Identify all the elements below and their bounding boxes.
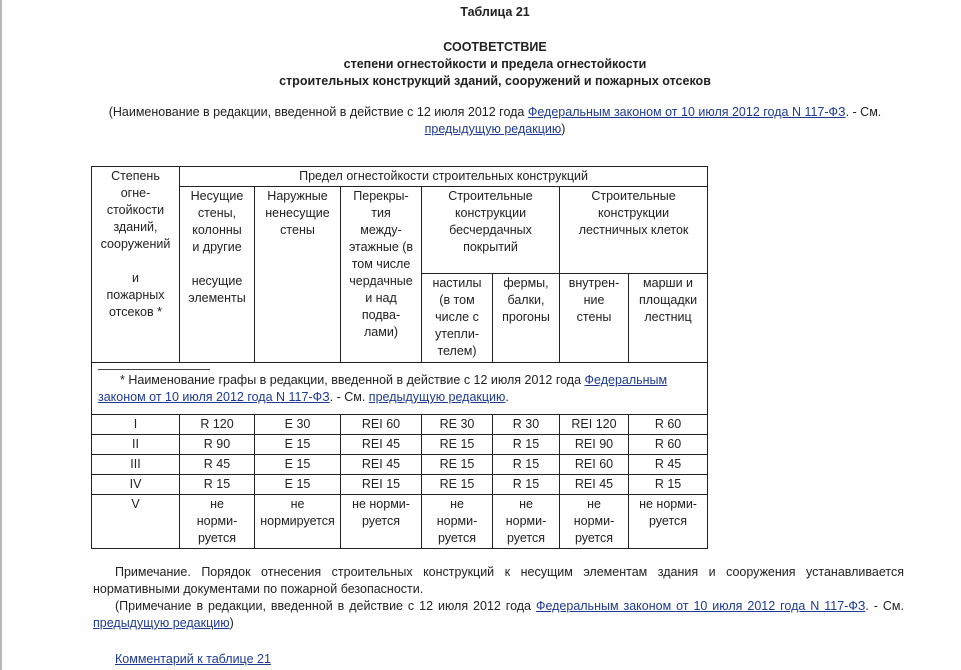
column-footnote (92, 363, 708, 415)
value-cell: R 15 (629, 475, 708, 495)
table-number: Таблица 21 (460, 5, 530, 19)
value-cell: REI 60 (560, 455, 629, 475)
header-floors: Перекры- тия между- этажные (в том числе чердачные и над подва- лами) (341, 187, 422, 363)
header-fire-resistance-limit: Предел огнестойкости строительных конструкций (180, 167, 708, 187)
left-border (0, 0, 2, 670)
value-cell: RE 15 (422, 435, 493, 455)
note-previous-edition-link[interactable]: предыдущую редакцию (93, 616, 230, 630)
degree-cell: IV (92, 475, 180, 495)
header-outer-walls: Наружные ненесущие стены (255, 187, 341, 363)
value-cell: E 15 (255, 455, 341, 475)
note-edition-prefix: (Примечание в редакции, введенной в действие с 12 июля 2012 года (115, 599, 536, 613)
note-edition (93, 598, 904, 632)
note-edition-middle: . - См. (865, 599, 904, 613)
value-cell: не норми- руется (629, 495, 708, 549)
value-cell: R 45 (180, 455, 255, 475)
note-block (93, 564, 904, 632)
value-cell: не нормируется (255, 495, 341, 549)
value-cell: R 15 (180, 475, 255, 495)
value-cell: R 45 (629, 455, 708, 475)
value-cell: RE 30 (422, 415, 493, 435)
value-cell: R 15 (493, 455, 560, 475)
value-cell: REI 120 (560, 415, 629, 435)
value-cell: REI 45 (560, 475, 629, 495)
value-cell: не норми- руется (180, 495, 255, 549)
footnote-previous-edition-link[interactable]: предыдущую редакцию (368, 390, 506, 404)
degree-cell: II (92, 435, 180, 455)
previous-edition-link[interactable]: предыдущую редакцию (424, 122, 562, 136)
footnote-row (92, 363, 708, 415)
value-cell: RE 15 (422, 455, 493, 475)
value-cell: RE 15 (422, 475, 493, 495)
header-stair-structures: Строительные конструкции лестничных клеток (560, 187, 708, 274)
header-row-2 (92, 187, 708, 274)
value-cell: R 15 (493, 435, 560, 455)
edition-middle: . - См. (845, 105, 882, 119)
degree-cell: III (92, 455, 180, 475)
note-text: Примечание. Порядок отнесения строительных конструкций к несущим элементам здания и сооружения устанавливается нормативными документами по пожарной безопасности. (93, 565, 904, 596)
header-stairs: марши и площадки лестниц (629, 274, 708, 363)
title-line-1: СООТВЕТСТВИЕ (443, 40, 547, 54)
header-inner-walls: внутрен- ние стены (560, 274, 629, 363)
header-row-1 (92, 167, 708, 187)
edition-prefix: (Наименование в редакции, введенной в действие с 12 июля 2012 года (108, 105, 528, 119)
value-cell: R 90 (180, 435, 255, 455)
value-cell: не норми- руется (560, 495, 629, 549)
law-117-fz-link[interactable]: Федеральным законом от 10 июля 2012 года N 117-ФЗ (527, 105, 846, 119)
value-cell: R 120 (180, 415, 255, 435)
title-edition-note (60, 104, 930, 138)
title-line-2: степени огнестойкости и предела огнестойкости (343, 57, 647, 71)
comment-table-21-link[interactable]: Комментарий к таблице 21 (115, 652, 271, 666)
value-cell: REI 45 (341, 435, 422, 455)
header-load-bearing: Несущие стены, колонны и другие несущие элементы (180, 187, 255, 363)
note-law-link[interactable]: Федеральным законом от 10 июля 2012 года N 117-ФЗ (535, 599, 866, 613)
title-line-3: строительных конструкций зданий, сооружений и пожарных отсеков (279, 74, 711, 88)
footnote-suffix: . (505, 390, 509, 404)
value-cell: R 30 (493, 415, 560, 435)
footnote-middle: . - См. (329, 390, 369, 404)
footnote-prefix: * Наименование графы в редакции, введенной в действие с 12 июля 2012 года (120, 373, 585, 387)
value-cell: R 60 (629, 435, 708, 455)
header-degree: Степень огне- стойкости зданий, сооружений и пожарных отсеков * (92, 167, 180, 363)
fire-resistance-table (91, 166, 708, 549)
value-cell: E 30 (255, 415, 341, 435)
header-decks: настилы (в том числе с утепли- телем) (422, 274, 493, 363)
table-row (92, 455, 708, 475)
edition-suffix: ) (561, 122, 566, 136)
value-cell: не норми- руется (493, 495, 560, 549)
header-trusses: фермы, балки, прогоны (493, 274, 560, 363)
table-row (92, 475, 708, 495)
value-cell: REI 45 (341, 455, 422, 475)
value-cell: R 60 (629, 415, 708, 435)
degree-cell: I (92, 415, 180, 435)
value-cell: не норми- руется (341, 495, 422, 549)
value-cell: E 15 (255, 435, 341, 455)
value-cell: REI 60 (341, 415, 422, 435)
table-row (92, 495, 708, 549)
table-row (92, 435, 708, 455)
degree-cell: V (92, 495, 180, 549)
value-cell: E 15 (255, 475, 341, 495)
value-cell: не норми- руется (422, 495, 493, 549)
value-cell: REI 15 (341, 475, 422, 495)
header-roof-structures: Строительные конструкции бесчердачных покрытий (422, 187, 560, 274)
value-cell: R 15 (493, 475, 560, 495)
comment-link-wrap (115, 651, 271, 668)
value-cell: REI 90 (560, 435, 629, 455)
footnote-law-link-a[interactable]: Федеральным (584, 373, 668, 387)
note-edition-suffix: ) (229, 616, 234, 630)
table-title (0, 39, 961, 90)
footnote-separator (98, 369, 210, 370)
table-row (92, 415, 708, 435)
footnote-law-link-b[interactable]: законом от 10 июля 2012 года N 117-ФЗ (98, 390, 330, 404)
